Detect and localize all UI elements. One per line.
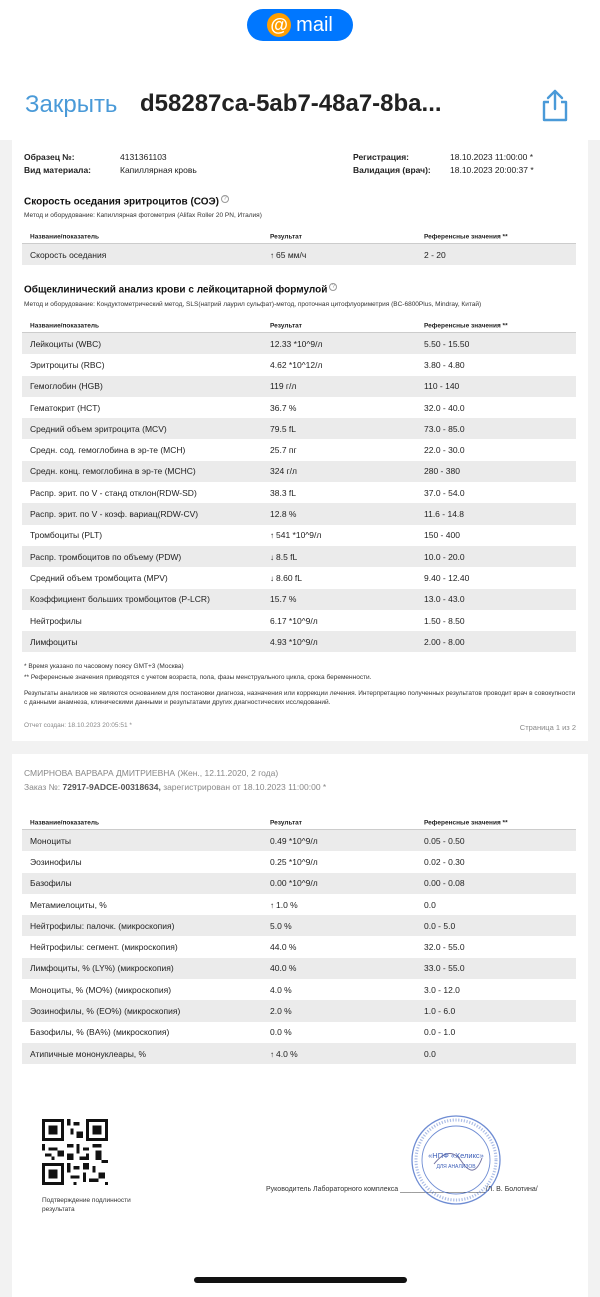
esr-table: [22, 230, 576, 265]
reference-range: 0.05 - 0.50: [424, 835, 465, 846]
test-result: 36.7 %: [270, 402, 297, 413]
test-name: Нейтрофилы: сегмент. (микроскопия): [30, 942, 178, 953]
reference-range: 1.50 - 8.50: [424, 615, 465, 626]
reference-range: 22.0 - 30.0: [424, 445, 465, 456]
at-logo-icon: @: [267, 13, 291, 37]
table-row: [22, 503, 576, 524]
table-row: [22, 610, 576, 631]
test-name: Скорость оседания: [30, 249, 107, 260]
test-result: 4.62 *10^12/л: [270, 359, 323, 370]
arrow-up-icon: ↑: [270, 531, 274, 541]
reference-range: 3.80 - 4.80: [424, 359, 465, 370]
test-name: Метамиелоциты, %: [30, 899, 107, 910]
test-result: 5.0 %: [270, 920, 292, 931]
reference-range: 0.02 - 0.30: [424, 856, 465, 867]
table-header: Название/показатель Результат Референсные значения **: [22, 816, 576, 830]
test-name: Лейкоциты (WBC): [30, 338, 102, 349]
arrow-down-icon: ↓: [270, 573, 274, 583]
table-row: [22, 589, 576, 610]
qr-caption: Подтверждение подлинности результата: [42, 1197, 131, 1213]
test-result: 38.3 fL: [270, 487, 296, 498]
arrow-up-icon: ↑: [270, 900, 274, 910]
reference-range: 280 - 380: [424, 466, 460, 477]
lab-stamp: [410, 1114, 502, 1206]
svg-text:«НПФ «Хеликс»: «НПФ «Хеликс»: [428, 1151, 484, 1160]
table-row: [22, 546, 576, 567]
test-result: ↓ 8.5 fL: [270, 551, 298, 562]
table-row: [22, 979, 576, 1000]
test-result: 119 г/л: [270, 381, 297, 392]
table-row: [22, 244, 576, 265]
esr-method: Метод и оборудование: Капиллярная фотометрия (Alifax Roller 20 PN, Италия): [24, 212, 262, 219]
validation-label: Валидация (врач):: [353, 165, 431, 175]
reference-range: 3.0 - 12.0: [424, 984, 460, 995]
mail-brand-pill: [247, 9, 353, 41]
table-row: [22, 376, 576, 397]
reference-range: 0.0 - 1.0: [424, 1027, 456, 1038]
test-name: Нейтрофилы: палочк. (микроскопия): [30, 920, 175, 931]
leukocyte-formula-table: [22, 816, 576, 1064]
reference-range: 11.6 - 14.8: [424, 509, 465, 520]
reference-range: 2 - 20: [424, 249, 446, 260]
reference-range: 37.0 - 54.0: [424, 487, 465, 498]
order-info: Заказ №: 72917-9ADCE-00318634, зарегистрирован от 18.10.2023 11:00:00 *: [24, 782, 327, 792]
table-row: [22, 418, 576, 439]
test-result: 12.8 %: [270, 509, 297, 520]
reference-range: 0.0: [424, 899, 436, 910]
qr-code[interactable]: [42, 1119, 108, 1185]
arrow-up-icon: ↑: [270, 1049, 274, 1059]
reference-range: 0.0: [424, 1048, 436, 1059]
test-name: Средн. конц. гемоглобина в эр-те (MCHC): [30, 466, 196, 477]
reference-range: 33.0 - 55.0: [424, 963, 465, 974]
test-name: Гемоглобин (HGB): [30, 381, 103, 392]
material-value: Капиллярная кровь: [120, 165, 197, 175]
reference-range: 13.0 - 43.0: [424, 594, 465, 605]
table-row: [22, 354, 576, 375]
test-result: 44.0 %: [270, 942, 297, 953]
page-number: Страница 1 из 2: [519, 723, 576, 732]
test-result: 2.0 %: [270, 1006, 292, 1017]
test-name: Эозинофилы, % (EO%) (микроскопия): [30, 1006, 181, 1017]
registration-label: Регистрация:: [353, 152, 410, 162]
table-row: [22, 851, 576, 872]
reference-range: 0.0 - 5.0: [424, 920, 456, 931]
test-name: Моноциты, % (MO%) (микроскопия): [30, 984, 172, 995]
reference-range: 32.0 - 55.0: [424, 942, 465, 953]
table-row: [22, 1000, 576, 1021]
test-result: 6.17 *10^9/л: [270, 615, 318, 626]
table-row: [22, 915, 576, 936]
table-row: [22, 1043, 576, 1064]
test-result: ↑ 65 мм/ч: [270, 249, 307, 260]
table-row: [22, 894, 576, 915]
table-row: [22, 631, 576, 652]
test-result: 0.49 *10^9/л: [270, 835, 318, 846]
test-name: Базофилы, % (BA%) (микроскопия): [30, 1027, 170, 1038]
reference-range: 9.40 - 12.40: [424, 572, 470, 583]
table-row: [22, 873, 576, 894]
signature-line: Руководитель Лабораторного комплекса ______________________/Л. В. Болотина/: [266, 1186, 538, 1193]
cbc-table: [22, 319, 576, 652]
cbc-method: Метод и оборудование: Кондуктометрический метод, SLS(натрий лаурил сульфат)-метод, проточная цитофлуориметрия (BC-6800Plus, Mindray, Китай): [24, 301, 482, 308]
test-name: Распр. эрит. по V - станд отклон(RDW-SD): [30, 487, 197, 498]
document-title: d58287ca-5ab7-48a7-8ba...: [140, 90, 442, 117]
test-name: Коэффициент больших тромбоцитов (P-LCR): [30, 594, 210, 605]
reference-range: 73.0 - 85.0: [424, 423, 465, 434]
reference-range: 150 - 400: [424, 530, 460, 541]
test-name: Эозинофилы: [30, 856, 82, 867]
test-result: 0.25 *10^9/л: [270, 856, 318, 867]
test-name: Моноциты: [30, 835, 71, 846]
report-created: Отчет создан: 18.10.2023 20:05:51 *: [24, 722, 132, 729]
test-result: 40.0 %: [270, 963, 297, 974]
cbc-section-title: Общеклинический анализ крови с лейкоцитарной формулой ?: [24, 283, 337, 295]
help-icon[interactable]: ?: [221, 195, 229, 203]
test-result: 0.0 %: [270, 1027, 292, 1038]
test-result: 25.7 пг: [270, 445, 297, 456]
test-name: Базофилы: [30, 878, 72, 889]
arrow-up-icon: ↑: [270, 250, 274, 260]
help-icon[interactable]: ?: [329, 283, 337, 291]
table-row: [22, 958, 576, 979]
svg-text:ДЛЯ АНАЛИЗОВ: ДЛЯ АНАЛИЗОВ: [436, 1164, 476, 1170]
brand-label: mail: [296, 13, 333, 36]
patient-info: СМИРНОВА ВАРВАРА ДМИТРИЕВНА (Жен., 12.11.2020, 2 года): [24, 768, 279, 778]
reference-range: 5.50 - 15.50: [424, 338, 470, 349]
footnote-timezone: * Время указано по часовому поясу GMT+3 (Москва): [24, 663, 184, 670]
test-name: Средн. сод. гемоглобина в эр-те (MCH): [30, 445, 186, 456]
footnote-reference: ** Референсные значения приводятся с учетом возраста, пола, фазы менструального цикла, срока беременности.: [24, 674, 372, 681]
table-row: [22, 1022, 576, 1043]
test-result: 4.93 *10^9/л: [270, 636, 318, 647]
sample-label: Образец №:: [24, 152, 75, 162]
test-result: ↑ 541 *10^9/л: [270, 530, 322, 541]
reference-range: 2.00 - 8.00: [424, 636, 465, 647]
table-row: [22, 333, 576, 354]
test-name: Гематокрит (HCT): [30, 402, 101, 413]
esr-section-title: Скорость оседания эритроцитов (СОЭ) ?: [24, 195, 229, 207]
table-header: Название/показатель Результат Референсные значения **: [22, 319, 576, 333]
test-result: 79.5 fL: [270, 423, 296, 434]
reference-range: 10.0 - 20.0: [424, 551, 465, 562]
reference-range: 1.0 - 6.0: [424, 1006, 456, 1017]
test-result: ↓ 8.60 fL: [270, 572, 302, 583]
test-result: ↑ 4.0 %: [270, 1048, 298, 1059]
reference-range: 0.00 - 0.08: [424, 878, 465, 889]
order-number: 72917-9ADCE-00318634,: [62, 782, 161, 792]
sample-value: 4131361103: [120, 152, 167, 162]
app-header: [0, 0, 600, 140]
document-viewer[interactable]: [0, 140, 600, 1297]
table-row: [22, 567, 576, 588]
test-name: Атипичные мононуклеары, %: [30, 1048, 147, 1059]
table-row: [22, 439, 576, 460]
document-page-2: [12, 754, 588, 1297]
test-result: 0.00 *10^9/л: [270, 878, 318, 889]
test-result: ↑ 1.0 %: [270, 899, 298, 910]
test-result: 12.33 *10^9/л: [270, 338, 323, 349]
test-result: 15.7 %: [270, 594, 297, 605]
close-button[interactable]: Закрыть: [25, 91, 118, 118]
nav-row: [0, 85, 600, 130]
table-row: [22, 525, 576, 546]
validation-value: 18.10.2023 20:00:37 *: [450, 165, 534, 175]
test-name: Средний объем эритроцита (MCV): [30, 423, 167, 434]
test-result: 4.0 %: [270, 984, 292, 995]
test-name: Распр. эрит. по V - коэф. вариац(RDW-CV): [30, 509, 199, 520]
test-name: Средний объем тромбоцита (MPV): [30, 572, 168, 583]
reference-range: 110 - 140: [424, 381, 460, 392]
test-result: 324 г/л: [270, 466, 297, 477]
test-name: Эритроциты (RBC): [30, 359, 105, 370]
test-name: Лимфоциты: [30, 636, 78, 647]
test-name: Лимфоциты, % (LY%) (микроскопия): [30, 963, 174, 974]
table-row: [22, 936, 576, 957]
share-button[interactable]: [538, 87, 572, 123]
arrow-down-icon: ↓: [270, 552, 274, 562]
table-row: [22, 830, 576, 851]
test-name: Нейтрофилы: [30, 615, 82, 626]
registration-value: 18.10.2023 11:00:00 *: [450, 152, 534, 162]
home-indicator[interactable]: [194, 1277, 407, 1283]
table-row: [22, 482, 576, 503]
table-row: [22, 397, 576, 418]
material-label: Вид материала:: [24, 165, 92, 175]
table-row: [22, 461, 576, 482]
document-page-1: [12, 140, 588, 741]
reference-range: 32.0 - 40.0: [424, 402, 465, 413]
test-name: Тромбоциты (PLT): [30, 530, 103, 541]
share-icon: [538, 87, 572, 123]
test-name: Распр. тромбоцитов по объему (PDW): [30, 551, 182, 562]
disclaimer: Результаты анализов не являются основанием для постановки диагноза, назначения или коррекции лечения. Интерпретацию полученных результатов проводит врач в совокупности с данными анамнеза, клиническими данными и результатами других диагностических исследований.: [24, 690, 576, 706]
table-header: Название/показатель Результат Референсные значения **: [22, 230, 576, 244]
